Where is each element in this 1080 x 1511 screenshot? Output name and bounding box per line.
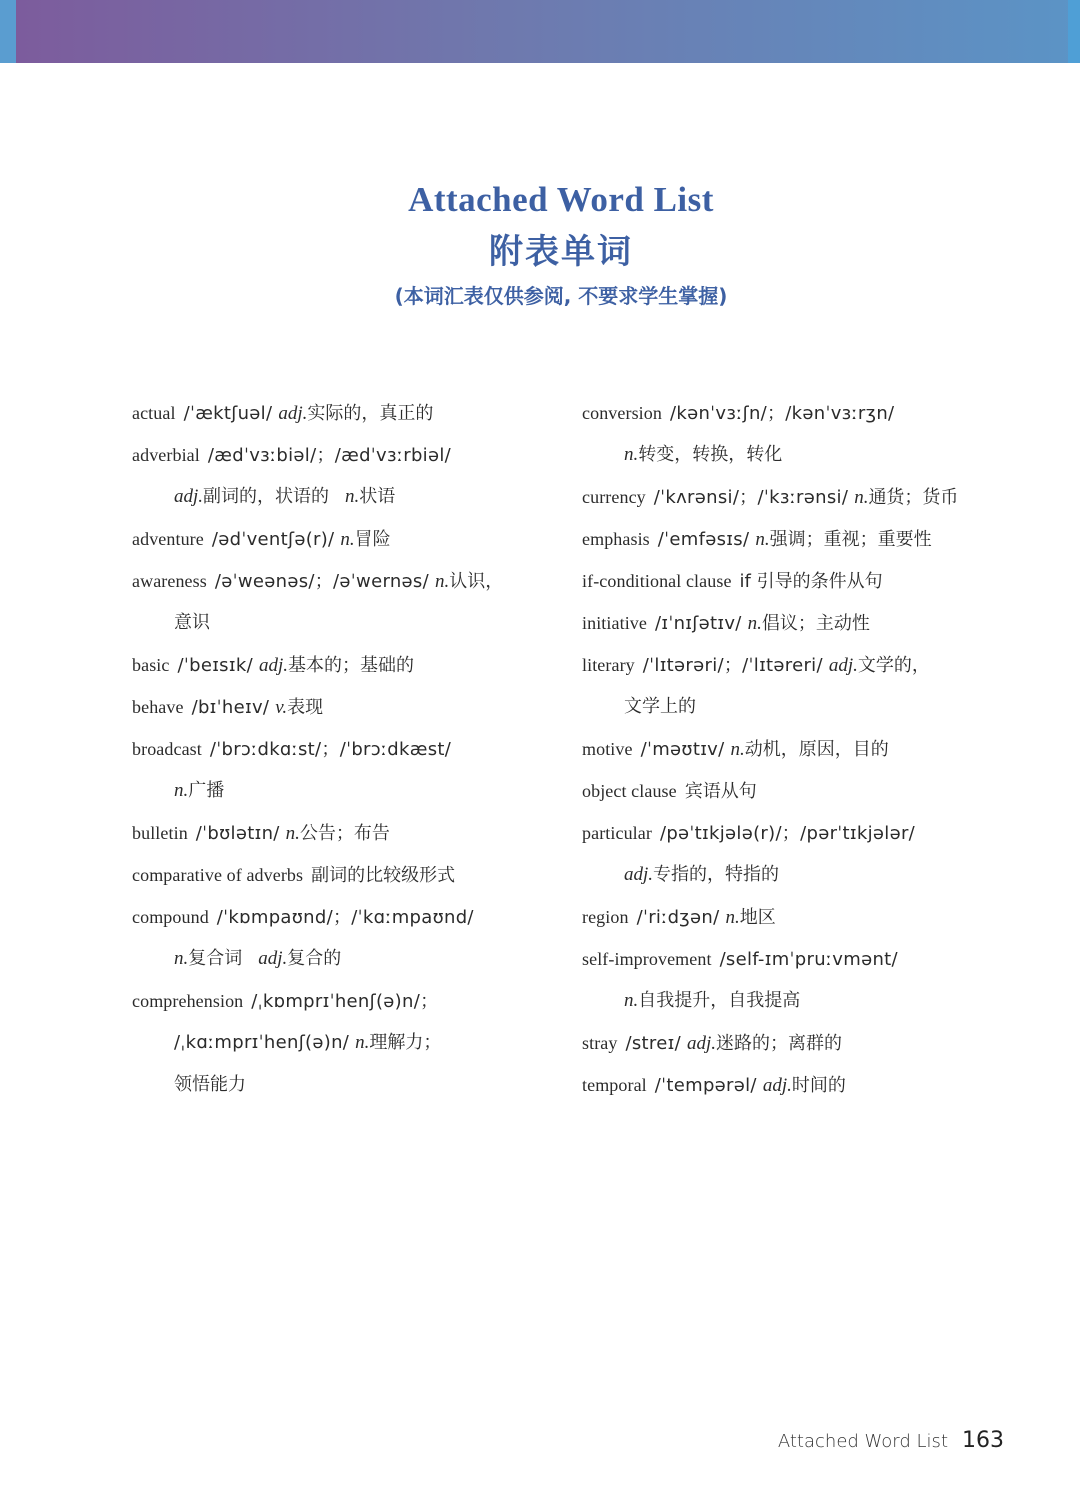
entry-pos: n. [174, 780, 189, 801]
entry-word: particular [582, 823, 652, 843]
entry-word: self-improvement [582, 949, 712, 969]
entry-word: motive [582, 739, 633, 759]
word-entry-line [582, 770, 1032, 812]
entry-phonetic: /bɪˈheɪv/ [191, 697, 270, 718]
entry-phonetic: /ˈriːdʒən/ [636, 907, 720, 928]
entry-definition: 副词的，状语的 [203, 486, 330, 507]
word-entry-line [582, 560, 1032, 602]
entry-definition: 文学上的 [624, 696, 696, 717]
entry-word: compound [132, 907, 209, 927]
entry-definition: 通货；货币 [868, 487, 959, 508]
page-note: (本词汇表仅供参阅, 不要求学生掌握) [394, 284, 728, 308]
entry-pos: n. [725, 907, 740, 928]
entry-word: behave [132, 697, 184, 717]
entry-word: region [582, 907, 629, 927]
entry-phonetic: /ədˈventʃə(r)/ [211, 529, 335, 550]
word-entry-line [582, 1022, 1032, 1064]
entry-definition: if 引导的条件从句 [739, 571, 883, 592]
entry-pos-secondary: adj. [258, 948, 288, 969]
word-entry-continuation [132, 476, 552, 518]
entry-pos: n. [747, 613, 762, 634]
entry-pos: adj. [686, 1033, 716, 1054]
entry-pos: n. [755, 529, 770, 550]
word-entry-continuation [132, 602, 552, 644]
entry-definition: 转变，转换，转化 [638, 444, 783, 465]
word-entry-line [582, 602, 1032, 644]
entry-definition: 认识， [449, 571, 504, 592]
entry-definition: 冒险 [354, 529, 391, 550]
word-entry-line [582, 1064, 1032, 1106]
entry-definition-secondary: 复合的 [287, 948, 342, 969]
entry-phonetic: /əˈweənəs/；/əˈwernəs/ [214, 571, 429, 592]
entry-definition: 专指的，特指的 [653, 864, 780, 885]
entry-phonetic: /ˌkɒmprɪˈhenʃ(ə)n/； [251, 991, 439, 1012]
entry-word: conversion [582, 403, 662, 423]
entry-definition: 广播 [188, 780, 225, 801]
entry-phonetic: /ˈbeɪsɪk/ [177, 655, 253, 676]
entry-pos: n. [355, 1032, 370, 1053]
entry-phonetic: /ˈkɒmpaʊnd/；/ˈkɑːmpaʊnd/ [216, 907, 474, 928]
word-entry-continuation [132, 1064, 552, 1106]
entry-pos: n. [624, 444, 639, 465]
word-entry-line [582, 644, 1032, 686]
word-column-left [132, 392, 552, 1106]
entry-pos: n. [285, 823, 300, 844]
entry-definition: 表现 [287, 697, 324, 718]
entry-definition: 实际的，真正的 [307, 403, 434, 424]
entry-pos: adj. [762, 1075, 792, 1096]
word-entry-line [582, 938, 1032, 980]
entry-pos: n. [340, 529, 355, 550]
entry-pos: n. [434, 571, 450, 592]
word-entry-line [582, 518, 1032, 560]
entry-phonetic: /ˈməʊtɪv/ [640, 739, 725, 760]
top-band-left-edge [0, 0, 16, 63]
word-entry-line [582, 896, 1032, 938]
entry-definition: 理解力； [369, 1032, 442, 1053]
entry-pos-secondary: n. [345, 486, 360, 507]
word-entry-continuation [132, 938, 552, 980]
entry-definition: 时间的 [791, 1075, 846, 1096]
entry-pos: v. [275, 697, 288, 718]
entry-phonetic: /ˈkʌrənsi/；/ˈkɜːrənsi/ [653, 487, 849, 508]
entry-word: object clause [582, 781, 677, 801]
word-entry-line [132, 728, 552, 770]
entry-phonetic: /streɪ/ [625, 1033, 681, 1054]
entry-definition-secondary: 状语 [359, 486, 396, 507]
word-entry-line [132, 854, 552, 896]
entry-word: initiative [582, 613, 647, 633]
page-title-zh: 附表单词 [489, 232, 633, 272]
entry-definition: 自我提升，自我提高 [638, 990, 801, 1011]
entry-phonetic: /ædˈvɜːbiəl/；/ædˈvɜːrbiəl/ [207, 445, 452, 466]
entry-word: emphasis [582, 529, 650, 549]
entry-word: adventure [132, 529, 204, 549]
page-title-en: Attached Word List [408, 180, 714, 219]
entry-pos: n. [730, 739, 745, 760]
entry-definition: 基本的；基础的 [287, 655, 414, 676]
entry-definition: 地区 [739, 907, 776, 928]
entry-word: comparative of adverbs [132, 865, 304, 885]
entry-pos: adj. [278, 403, 308, 424]
entry-word: adverbial [132, 445, 200, 465]
entry-definition: 动机，原因，目的 [744, 739, 889, 760]
entry-word: temporal [582, 1075, 647, 1095]
word-entry-line [132, 812, 552, 854]
entry-phonetic: /kənˈvɜːʃn/；/kənˈvɜːrʒn/ [669, 403, 895, 424]
word-entry-line [582, 812, 1032, 854]
entry-definition: 公告；布告 [299, 823, 390, 844]
entry-pos: n. [174, 948, 189, 969]
entry-pos: adj. [174, 486, 204, 507]
entry-definition: 迷路的；离群的 [715, 1033, 842, 1054]
page-footer [778, 1424, 1004, 1458]
page-number: 163 [962, 1428, 1004, 1453]
entry-definition: 宾语从句 [684, 781, 757, 802]
entry-word: bulletin [132, 823, 188, 843]
footer-label: Attached Word List [777, 1431, 948, 1452]
entry-phonetic: /ˈlɪtərəri/；/ˈlɪtəreri/ [642, 655, 823, 676]
entry-definition: 副词的比较级形式 [311, 865, 456, 886]
entry-word: actual [132, 403, 176, 423]
entry-word: stray [582, 1033, 618, 1053]
word-entry-continuation [582, 980, 1032, 1022]
word-entry-continuation [582, 686, 1032, 728]
word-entry-continuation [132, 770, 552, 812]
entry-phonetic: /ˈemfəsɪs/ [657, 529, 750, 550]
word-entry-line [132, 980, 552, 1022]
entry-word: basic [132, 655, 170, 675]
entry-pos: n. [854, 487, 869, 508]
entry-phonetic: /ˈbʊlətɪn/ [195, 823, 280, 844]
word-entry-line [132, 686, 552, 728]
top-color-band [0, 0, 1080, 63]
word-entry-continuation [132, 1022, 552, 1064]
entry-definition: 倡议；主动性 [761, 613, 870, 634]
word-entry-line [132, 560, 552, 602]
word-column-right [582, 392, 1032, 1106]
word-entry-continuation [582, 434, 1032, 476]
top-band-right-edge [1068, 0, 1080, 63]
entry-pos: adj. [624, 864, 654, 885]
entry-phonetic: /pəˈtɪkjələ(r)/；/pərˈtɪkjələr/ [659, 823, 916, 844]
entry-word: broadcast [132, 739, 202, 759]
entry-phonetic: /ˈæktʃuəl/ [183, 403, 273, 424]
word-entry-line [132, 896, 552, 938]
word-entry-line [582, 728, 1032, 770]
word-entry-line [582, 392, 1032, 434]
page-heading [0, 178, 1080, 311]
entry-phonetic-alt: /ˌkɑːmprɪˈhenʃ(ə)n/ [174, 1032, 350, 1053]
entry-phonetic: /ɪˈnɪʃətɪv/ [654, 613, 742, 634]
entry-phonetic: /ˈtempərəl/ [654, 1075, 757, 1096]
entry-definition: 意识 [174, 612, 210, 633]
entry-pos: n. [624, 990, 639, 1011]
word-entry-line [132, 518, 552, 560]
entry-pos: adj. [258, 655, 288, 676]
entry-word: comprehension [132, 991, 244, 1011]
entry-definition: 文学的， [857, 655, 930, 676]
entry-phonetic: /ˈbrɔːdkɑːst/；/ˈbrɔːdkæst/ [209, 739, 452, 760]
entry-phonetic: /self-ɪmˈpruːvmənt/ [719, 949, 898, 970]
entry-word: currency [582, 487, 646, 507]
entry-word: if-conditional clause [582, 571, 732, 591]
entry-word: literary [582, 655, 635, 675]
word-entry-line [132, 392, 552, 434]
word-entry-line [132, 644, 552, 686]
entry-pos: adj. [828, 655, 858, 676]
entry-definition: 强调；重视；重要性 [769, 529, 932, 550]
entry-definition: 复合词 [188, 948, 243, 969]
word-entry-continuation [582, 854, 1032, 896]
entry-word: awareness [132, 571, 207, 591]
word-entry-line [132, 434, 552, 476]
word-entry-line [582, 476, 1032, 518]
entry-definition: 领悟能力 [174, 1074, 246, 1095]
